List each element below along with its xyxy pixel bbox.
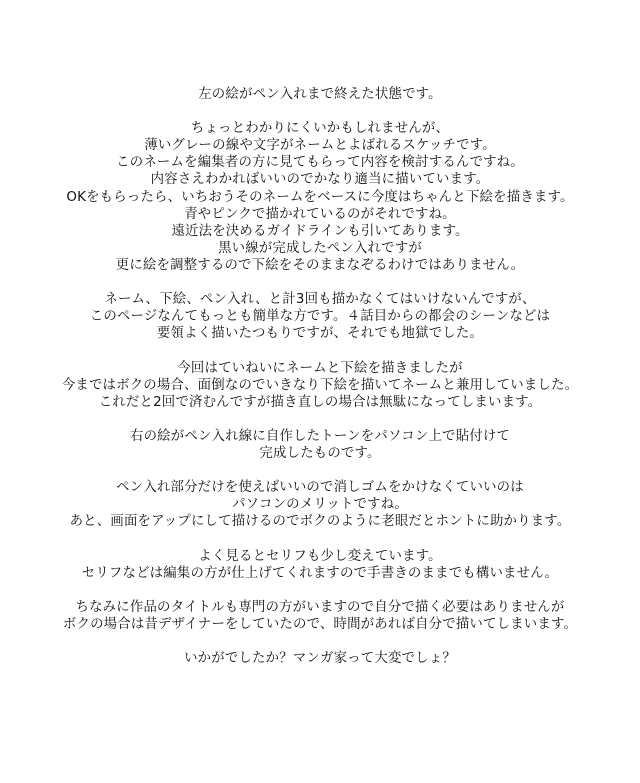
paragraph bbox=[0, 548, 640, 582]
text-line: 更に絵を調整するので下絵をそのままなぞるわけではありません。 bbox=[115, 257, 525, 273]
text-line: 遠近法を決めるガイドラインも引いてあります。 bbox=[171, 223, 469, 239]
paragraph bbox=[0, 599, 640, 633]
text-line: 黒い線が完成したペン入れですが bbox=[218, 240, 422, 256]
text-line: これだと2回で済むんですが描き直しの場合は無駄になってしまいます。 bbox=[98, 394, 542, 410]
text-line: このネームを編集者の方に見てもらって内容を検討するんですね。 bbox=[116, 155, 524, 171]
article-text bbox=[0, 86, 640, 684]
paragraph bbox=[0, 86, 640, 103]
text-line: よく見るとセリフも少し変えています。 bbox=[198, 548, 442, 564]
text-line: パソコンのメリットですね。 bbox=[232, 497, 408, 513]
text-line: ちょっとわかりにくいかもしれませんが、 bbox=[190, 121, 450, 137]
text-line: ネーム、下絵、ペン入れ、と計3回も描かなくてはいけないんですが、 bbox=[104, 292, 536, 308]
text-line: ペン入れ部分だけを使えばいいので消しゴムをかけなくていいのは bbox=[116, 480, 524, 496]
paragraph bbox=[0, 479, 640, 530]
paragraph bbox=[0, 360, 640, 411]
paragraph bbox=[0, 650, 640, 667]
text-line: 右の絵がペン入れ線に自作したトーンをパソコン上で貼付けて bbox=[130, 428, 510, 444]
text-line: 薄いグレーの線や文字がネームとよばれるスケッチです。 bbox=[144, 138, 496, 154]
text-line: セリフなどは編集の方が仕上げてくれますので手書きのままでも構いません。 bbox=[81, 565, 559, 581]
text-line: 今まではボクの場合、面倒なのでいきなり下絵を描いてネームと兼用していました。 bbox=[61, 377, 579, 393]
text-line: いかがでしたか？マンガ家って大変でしょ？ bbox=[184, 651, 456, 667]
text-line: 内容さえわかればいいのでかなり適当に描いています。 bbox=[150, 172, 490, 188]
paragraph bbox=[0, 291, 640, 342]
text-line: あと、画面をアップにして描けるのでボクのように老眼だとホントに助かります。 bbox=[69, 514, 571, 530]
text-line: 青やピンクで描かれているのがそれですね。 bbox=[184, 206, 456, 222]
text-line: 今回はていねいにネームと下絵を描きましたが bbox=[177, 360, 463, 376]
paragraph bbox=[0, 120, 640, 274]
paragraph bbox=[0, 428, 640, 462]
text-line: 完成したものです。 bbox=[259, 445, 381, 461]
text-line: OKをもらったら、いちおうそのネームをベースに今度はちゃんと下絵を描きます。 bbox=[66, 189, 574, 205]
text-line: 要領よく描いたつもりですが、それでも地獄でした。 bbox=[156, 326, 484, 342]
text-line: ボクの場合は昔デザイナーをしていたので、時間があれば自分で描いてしまいます。 bbox=[62, 616, 578, 632]
text-line: ちなみに作品のタイトルも専門の方がいますので自分で描く必要はありませんが bbox=[75, 599, 565, 615]
text-line: このページなんてもっとも簡単な方です。４話目からの都会のシーンなどは bbox=[89, 309, 551, 325]
text-line: 左の絵がペン入れまで終えた状態です。 bbox=[198, 87, 442, 102]
